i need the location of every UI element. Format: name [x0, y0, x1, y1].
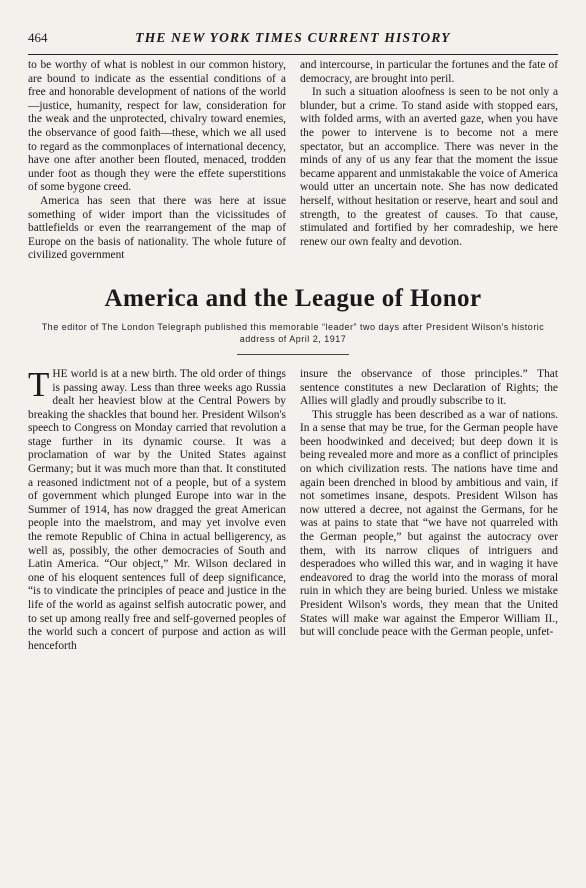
editor-note: The editor of The London Telegraph published this memorable “leader” two days after President Wilson's historic address of April 2, 1917 — [41, 321, 545, 344]
article-left-column — [28, 364, 286, 653]
article-body — [28, 364, 558, 653]
paragraph: and intercourse, in particular the fortunes and the fate of democracy, are brought into peril. — [300, 59, 558, 85]
paragraph-text: HE world is at a new birth. The old order of things is passing away. Less than three weeks ago Russia dealt her heaviest blow at the Central Powers by breaking the shackles that bound her. President Wilson's speech to Congress on Monday carried that revolution a stage further in its dynamic course. It was a proclamation of war by the United States against Germany; but it was much more than that. It constituted a reasoned indictment not of a people, but of a system of government which plunged Europe into war in the Summer of 1914, has now dragged the great American people into the maelstrom, and may yet involve even the remote Republic of China in actual belligerency, as well as, possibly, the other democracies of South and Latin America. “Our object,” Mr. Wilson declared in one of his eloquent sentences full of deep significance, “is to vindicate the principles of peace and justice in the life of the world as against selfish autocratic power, and to set up among really free and self-governed peoples of the world such a concert of purpose and action as will henceforth — [28, 367, 286, 652]
paragraph: America has seen that there was here at issue something of wider import than the vicissitudes of battlefields or even the rearrangement of the map of Europe on the basis of nationality. The whole future of civilized government — [28, 194, 286, 262]
top-right-column — [300, 59, 558, 263]
article-headline: America and the League of Honor — [104, 284, 482, 312]
page-number: 464 — [28, 30, 48, 45]
drop-cap: T — [28, 364, 50, 404]
paragraph: insure the observance of those principles.” That sentence constitutes a new Declaration of Rights; the Allies will gladly and proudly subscribe to it. — [300, 367, 558, 408]
top-left-column — [28, 59, 286, 263]
running-head — [28, 30, 558, 55]
journal-title: THE NEW YORK TIMES CURRENT HISTORY — [135, 30, 451, 45]
paragraph: In such a situation aloofness is seen to be not only a blunder, but a crime. To stand aside with stopped ears, with folded arms, with an averted gaze, when you have the power to intervene is to become not a mere spectator, but an accomplice. There was never in the minds of any of us any fear that the moment the issue became apparent and unmistakable the voice of America would utter an uncertain note. She has now dedicated herself, without hesitation or reserve, heart and soul and strength, to the greatest of causes. To that cause, stimulated and fortified by her comradeship, we here renew our own fealty and devotion. — [300, 86, 558, 248]
paragraph — [28, 364, 286, 653]
paragraph: to be worthy of what is noblest in our common history, are bound to indicate as the essential conditions of a free and honorable development of nations of the world—justice, humanity, respect for law, consideration for the weak and the unprotected, chivalry toward enemies, the observance of good faith—these, which we all used to regard as the commonplaces of international decency, have one after another been flouted, menaced, trodden under foot as though they were the effete superstitions of some bygone creed. — [28, 59, 286, 194]
article-right-column — [300, 368, 558, 653]
continued-article — [28, 59, 558, 263]
page — [28, 30, 558, 653]
paragraph: This struggle has been described as a war of nations. In a sense that may be true, for the German people have been hoodwinked and deceived; but deep down it is being revealed more and more as a conflict of principles on which civilization rests. The nations have time and again been drenched in blood by ambitious and vain, if not sometimes insane, despots. President Wilson has now uttered a decree, not against the Germans, for he was at pains to state that “we have not quarreled with the German people,” but against the autocracy over them, with its narrow cliques of intriguers and desperadoes who willed this war, and in waging it have endeavored to drag the world into the morass of moral ruin in which they are being buried. Unless we mistake President Wilson's words, they mean that the United States will make war against the Emperor William II., but will conclude peace with the German people, unfet- — [300, 408, 558, 639]
divider — [237, 354, 349, 355]
